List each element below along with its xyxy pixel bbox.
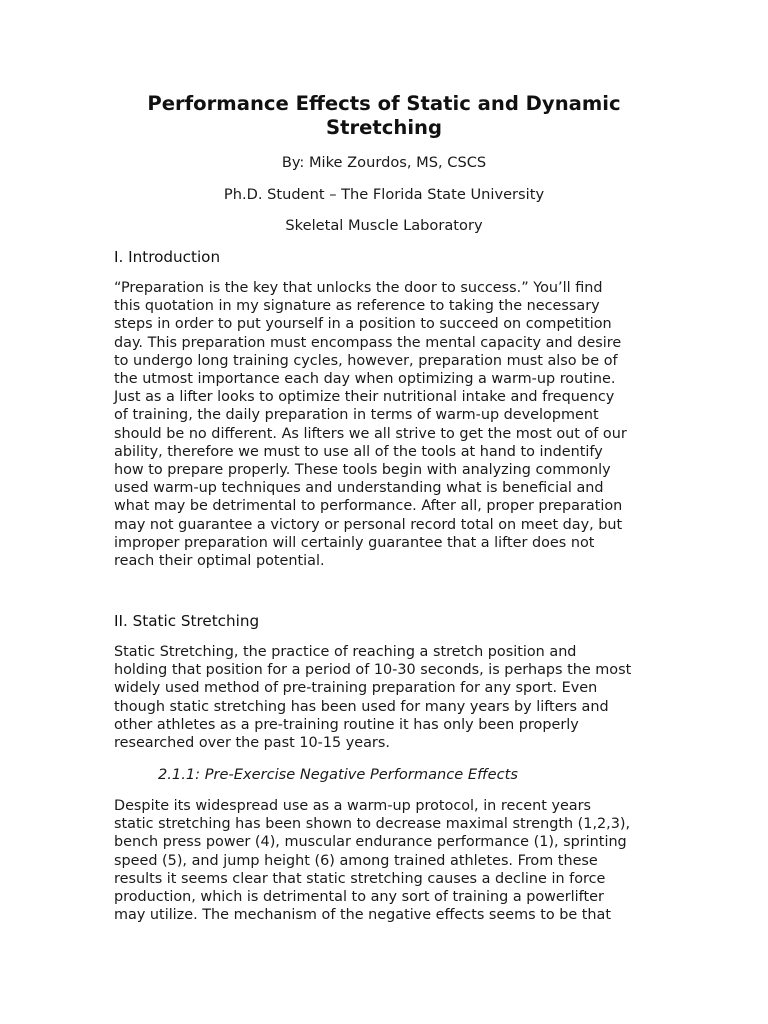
subsection-heading-negative-effects: 2.1.1: Pre-Exercise Negative Performance Effects <box>158 766 518 783</box>
document-title: Performance Effects of Static and Dynamic Stretching <box>147 92 621 139</box>
affiliation-line: Ph.D. Student – The Florida State University <box>223 186 545 203</box>
static-stretching-paragraph: Static Stretching, the practice of reaching a stretch position and holding that position for a period of 10-30 seconds, is perhaps the most widely used method of pre-training preparation for any sport. Even though static stretching has been used for many years by lifters and other athletes as a pre-training routine it has only been properly researched over the past 10-15 years. <box>114 644 632 752</box>
section-heading-introduction: I. Introduction <box>114 248 221 266</box>
introduction-paragraph: “Preparation is the key that unlocks the door to success.” You’ll find this quotation in my signature as reference to taking the necessary steps in order to put yourself in a position to succeed on competition day. This preparation must encompass the mental capacity and desire to undergo long training cycles, however, preparation must also be of the utmost importance each day when optimizing a warm-up routine. Just as a lifter looks to optimize their nutritional intake and frequency of training, the daily preparation in terms of warm-up development should be no different. As lifters we all strive to get the most out of our ability, therefore we must to use all of the tools at hand to indentify how to prepare properly. These tools begin with analyzing commonly used warm-up techniques and understanding what is beneficial and what may be detrimental to performance. After all, proper preparation may not guarantee a victory or personal record total on meet day, but improper preparation will certainly guarantee that a lifter does not reach their optimal potential. <box>114 280 627 570</box>
lab-line: Skeletal Muscle Laboratory <box>285 217 483 234</box>
negative-effects-paragraph: Despite its widespread use as a warm-up protocol, in recent years static stretching has been shown to decrease maximal strength (1,2,3), bench press power (4), muscular endurance performance (1), sprinting speed (5), and jump height (6) among trained athletes. From these results it seems clear that static stretching causes a decline in force production, which is detrimental to any sort of training a powerlifter may utilize. The mechanism of the negative effects seems to be that <box>114 798 631 924</box>
section-heading-static-stretching: II. Static Stretching <box>114 612 260 630</box>
author-line: By: Mike Zourdos, MS, CSCS <box>281 154 487 171</box>
